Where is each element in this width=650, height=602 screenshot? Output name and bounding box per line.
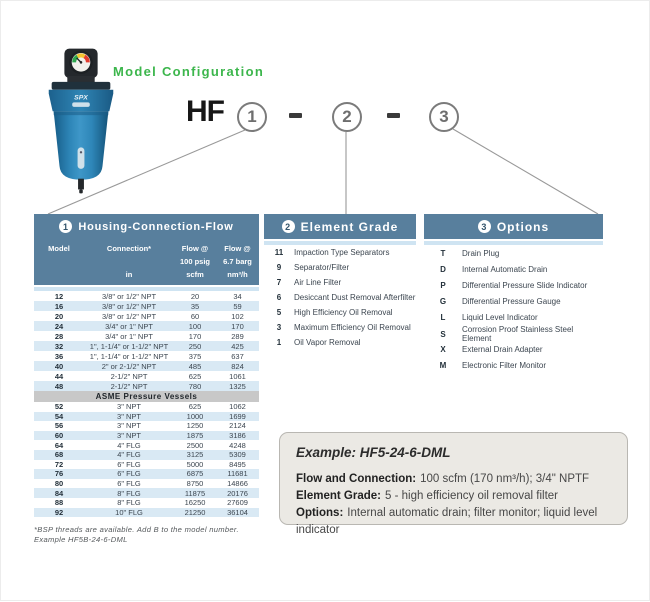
badge-3-icon: 3 [478, 220, 491, 233]
flow-nm3h-cell: 289 [231, 331, 244, 341]
flow-nm3h-cell: 36104 [227, 507, 248, 517]
option-label-cell: Corrosion Proof Stainless Steel Element [462, 325, 574, 343]
connection-cell: 2" or 2-1/2" NPT [101, 361, 157, 371]
housing-table-row [34, 331, 259, 341]
model-cell: 12 [54, 291, 64, 301]
housing-table-row [34, 361, 259, 371]
page-title: Model Configuration [113, 64, 265, 79]
filter-bowl [54, 111, 109, 179]
model-cell: 76 [54, 469, 64, 479]
grade-label-cell: Maximum Efficiency Oil Removal [294, 323, 411, 332]
flow-scfm-cell: 6875 [186, 469, 204, 479]
flow-scfm-cell: 21250 [184, 507, 206, 517]
housing-table-row [34, 508, 259, 518]
flow-nm3h-cell: 59 [233, 301, 242, 311]
grade-label-cell: Impaction Type Separators [294, 248, 390, 257]
asme-section-band: ASME Pressure Vessels [34, 391, 259, 402]
flow-scfm-cell: 1000 [186, 411, 204, 421]
option-code-cell: L [440, 312, 446, 322]
element-grade-row [264, 275, 416, 290]
model-cell: 32 [54, 341, 64, 351]
example-label: Options: [296, 507, 344, 519]
bsp-footnote [34, 525, 239, 544]
element-grade-row [264, 305, 416, 320]
example-value: Internal automatic drain; filter monitor; liquid level indicator [296, 507, 598, 536]
housing-table-row [34, 431, 259, 441]
flow-scfm-cell: 3125 [186, 450, 204, 460]
housing-table-row [34, 311, 259, 321]
model-cell: 24 [54, 321, 64, 331]
housing-table-row [34, 488, 259, 498]
column-header-model: Model [48, 244, 70, 253]
connection-cell: 3/4" or 1" NPT [105, 331, 153, 341]
flow-scfm-cell: 250 [188, 341, 202, 351]
flow-scfm-cell: 625 [188, 371, 202, 381]
connection-cell: 2-1/2" NPT [110, 381, 148, 391]
flow-scfm-cell: 20 [190, 291, 200, 301]
connection-cell: 4" FLG [117, 440, 141, 450]
model-cell: 68 [54, 450, 64, 460]
drain-stem [78, 179, 84, 190]
example-box [279, 432, 628, 536]
model-cell: 84 [54, 488, 64, 498]
element-grade-row [264, 245, 416, 260]
connection-cell: 3/8" or 1/2" NPT [101, 301, 157, 311]
flow-nm3h-cell: 102 [231, 311, 244, 321]
flow-scfm-cell: 5000 [186, 459, 204, 469]
example-title: Example: HF5-24-6-DML [296, 445, 451, 460]
flow-nm3h-cell: 8495 [229, 459, 246, 469]
housing-table-row [34, 371, 259, 381]
connection-cell: 3" NPT [117, 421, 141, 431]
options-row [424, 277, 603, 293]
model-dash-1 [289, 113, 302, 118]
flow-scfm-cell: 625 [188, 402, 202, 412]
options-table [424, 214, 603, 373]
sight-glass [78, 147, 85, 169]
grade-code-cell: 1 [276, 338, 282, 347]
connection-cell: 4" FLG [117, 450, 141, 460]
flow-scfm-cell: 35 [190, 301, 200, 311]
housing-table-row [34, 412, 259, 422]
flow-nm3h-cell: 170 [231, 321, 244, 331]
housing-column-headers [34, 239, 259, 285]
grade-code-cell: 9 [276, 263, 282, 272]
flow-nm3h-cell: 4248 [229, 440, 246, 450]
connection-cell: 8" FLG [117, 488, 141, 498]
flow-scfm-cell: 170 [188, 331, 202, 341]
connection-cell: 1", 1-1/4" or 1-1/2" NPT [89, 341, 169, 351]
model-part-2-circle: 2 [332, 102, 362, 132]
flow-nm3h-cell: 1699 [229, 411, 246, 421]
product-photo [37, 45, 125, 197]
element-grade-header [264, 214, 416, 239]
option-code-cell: X [440, 344, 446, 354]
connection-cell: 3/4" or 1" NPT [105, 321, 153, 331]
badge-2-icon: 2 [282, 220, 295, 233]
housing-connection-flow-table [34, 214, 259, 517]
model-cell: 16 [54, 301, 64, 311]
element-grade-row [264, 260, 416, 275]
options-title: Options [496, 219, 550, 234]
brand-label: SPX [74, 94, 88, 102]
options-header [424, 214, 603, 239]
housing-table-row [34, 351, 259, 361]
connection-cell: 10" FLG [115, 507, 143, 517]
connection-cell: 1", 1-1/4" or 1-1/2" NPT [89, 351, 169, 361]
grade-label-cell: Air Line Filter [294, 278, 342, 287]
element-grade-row [264, 320, 416, 335]
model-cell: 88 [54, 498, 64, 508]
housing-table-row [34, 479, 259, 489]
flow-scfm-cell: 485 [188, 361, 202, 371]
housing-table-row [34, 402, 259, 412]
flow-scfm-cell: 8750 [186, 479, 204, 489]
model-cell: 20 [54, 311, 64, 321]
badge-1-icon: 1 [59, 220, 72, 233]
flow-nm3h-cell: 14866 [227, 479, 248, 489]
example-label: Element Grade: [296, 490, 381, 502]
column-header-connection: Connection* in [106, 244, 152, 279]
option-label-cell: Differential Pressure Slide Indicator [462, 280, 588, 290]
flow-scfm-cell: 11875 [184, 488, 206, 498]
options-row [424, 293, 603, 309]
connection-cell: 6" FLG [117, 469, 141, 479]
flow-nm3h-cell: 34 [233, 291, 242, 301]
flow-nm3h-cell: 824 [231, 361, 244, 371]
housing-table-row [34, 421, 259, 431]
flow-scfm-cell: 16250 [184, 498, 206, 508]
model-cell: 72 [54, 459, 64, 469]
footnote-line-2: Example HF5B-24-6-DML [34, 534, 128, 544]
column-header-flow-nm3h: Flow @ 6.7 barg nm³/h [223, 244, 252, 279]
example-value: 5 - high efficiency oil removal filter [385, 490, 558, 502]
model-cell: 80 [54, 479, 64, 489]
grade-label-cell: Desiccant Dust Removal Afterfilter [294, 293, 416, 302]
footnote-line-1: *BSP threads are available. Add B to the model number. [34, 525, 239, 534]
element-grade-table [264, 214, 416, 350]
connection-cell: 3" NPT [117, 402, 141, 412]
housing-table-row [34, 321, 259, 331]
connection-cell: 3/8" or 1/2" NPT [101, 291, 157, 301]
model-part-3-circle: 3 [429, 102, 459, 132]
example-row-options [296, 505, 611, 539]
grade-code-cell: 7 [276, 278, 282, 287]
housing-table-row [34, 440, 259, 450]
housing-table-row [34, 469, 259, 479]
options-row [424, 261, 603, 277]
example-value: 100 scfm (170 nm³/h); 3/4" NPTF [420, 473, 590, 485]
flow-nm3h-cell: 27609 [227, 498, 248, 508]
grade-label-cell: Separator/Filter [294, 263, 350, 272]
grade-label-cell: High Efficiency Oil Removal [294, 308, 393, 317]
grade-label-cell: Oil Vapor Removal [294, 338, 361, 347]
option-label-cell: External Drain Adapter [462, 344, 543, 354]
flow-scfm-cell: 1250 [186, 421, 204, 431]
model-cell: 48 [54, 381, 64, 391]
connection-cell: 3" NPT [117, 431, 141, 441]
flow-nm3h-cell: 11681 [227, 469, 248, 479]
flow-nm3h-cell: 5309 [229, 450, 246, 460]
flow-nm3h-cell: 3186 [229, 431, 246, 441]
model-cell: 44 [54, 371, 64, 381]
flow-nm3h-cell: 425 [231, 341, 244, 351]
option-code-cell: G [439, 296, 447, 306]
option-code-cell: T [440, 248, 446, 258]
model-cell: 92 [54, 507, 64, 517]
options-row [424, 325, 603, 341]
connection-cell: 3/8" or 1/2" NPT [101, 311, 157, 321]
connection-cell: 6" FLG [117, 479, 141, 489]
housing-table-header [34, 214, 259, 239]
housing-table-row [34, 381, 259, 391]
example-row-grade [296, 488, 611, 505]
flow-nm3h-cell: 1325 [229, 381, 246, 391]
flow-nm3h-cell: 20176 [227, 488, 248, 498]
housing-table-row [34, 450, 259, 460]
model-cell: 56 [54, 421, 64, 431]
model-prefix: HF [186, 95, 224, 128]
example-row-flow [296, 471, 611, 488]
option-code-cell: D [440, 264, 446, 274]
housing-table-row [34, 291, 259, 301]
model-cell: 54 [54, 411, 64, 421]
option-label-cell: Drain Plug [462, 248, 500, 258]
flow-scfm-cell: 60 [190, 311, 200, 321]
housing-table-row [34, 341, 259, 351]
option-code-cell: M [439, 360, 447, 370]
connector-line-3 [453, 129, 598, 214]
model-dash-2 [387, 113, 400, 118]
example-label: Flow and Connection: [296, 473, 417, 485]
flow-nm3h-cell: 2124 [229, 421, 246, 431]
options-row [424, 341, 603, 357]
model-cell: 36 [54, 351, 64, 361]
housing-table-title: Housing-Connection-Flow [78, 220, 234, 233]
grade-code-cell: 6 [276, 293, 282, 302]
housing-table-row [34, 301, 259, 311]
element-grade-row [264, 335, 416, 350]
option-code-cell: P [440, 280, 446, 290]
option-code-cell: S [440, 329, 446, 339]
connection-cell: 2-1/2" NPT [110, 371, 148, 381]
option-label-cell: Internal Automatic Drain [462, 264, 548, 274]
housing-table-row [34, 498, 259, 508]
model-cell: 28 [54, 331, 64, 341]
model-cell: 52 [54, 402, 64, 412]
grade-code-cell: 11 [274, 248, 284, 257]
options-row [424, 245, 603, 261]
housing-table-row [34, 460, 259, 470]
option-label-cell: Liquid Level Indicator [462, 312, 538, 322]
flow-nm3h-cell: 1061 [229, 371, 246, 381]
option-label-cell: Differential Pressure Gauge [462, 296, 561, 306]
connection-cell: 8" FLG [117, 498, 141, 508]
model-cell: 60 [54, 431, 64, 441]
flow-scfm-cell: 375 [188, 351, 202, 361]
model-cell: 64 [54, 440, 64, 450]
model-cell: 40 [54, 361, 64, 371]
model-part-1-circle: 1 [237, 102, 267, 132]
flow-scfm-cell: 780 [188, 381, 202, 391]
column-header-flow-scfm: Flow @ 100 psig scfm [179, 244, 210, 279]
connection-cell: 3" NPT [117, 411, 141, 421]
flow-scfm-cell: 1875 [186, 431, 204, 441]
options-row [424, 309, 603, 325]
connection-cell: 6" FLG [117, 459, 141, 469]
element-grade-title: Element Grade [300, 219, 399, 234]
options-row [424, 357, 603, 373]
flow-scfm-cell: 2500 [186, 440, 204, 450]
grade-code-cell: 3 [276, 323, 282, 332]
flow-scfm-cell: 100 [188, 321, 202, 331]
flow-nm3h-cell: 1062 [229, 402, 246, 412]
element-grade-row [264, 290, 416, 305]
option-label-cell: Electronic Filter Monitor [462, 360, 547, 370]
grade-code-cell: 5 [276, 308, 282, 317]
flow-nm3h-cell: 637 [231, 351, 244, 361]
